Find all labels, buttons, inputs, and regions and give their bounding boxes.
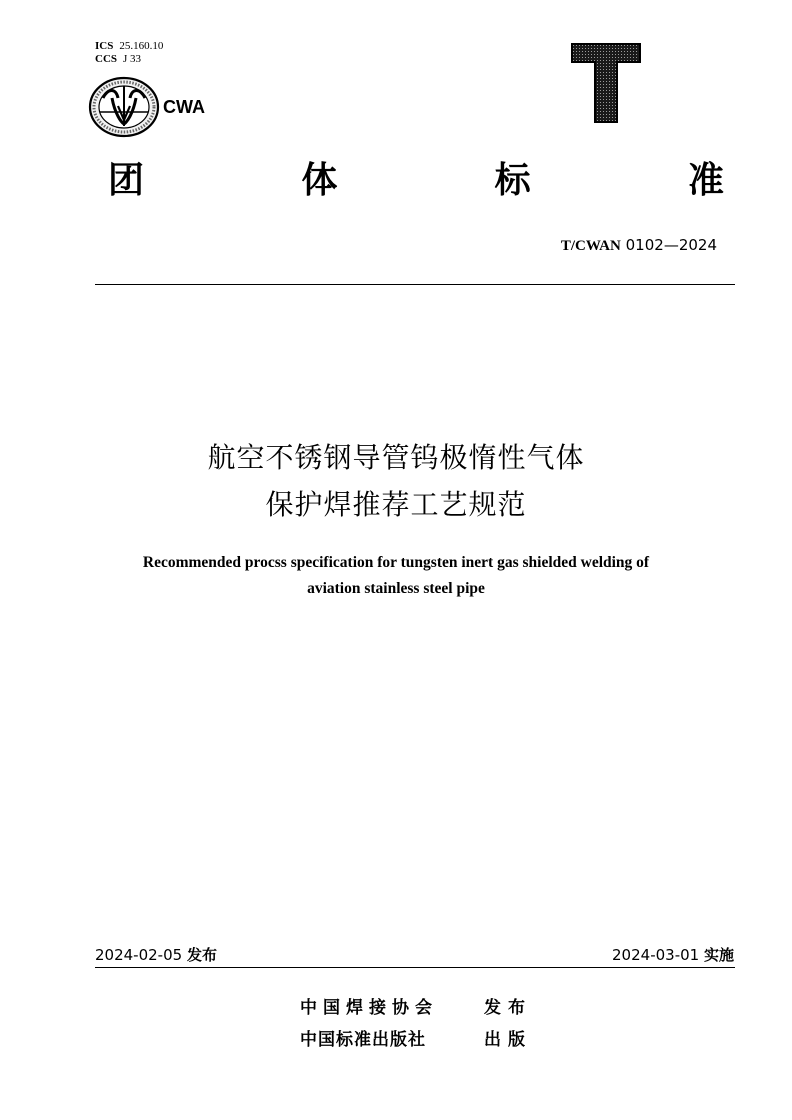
issuer-role: 发布 bbox=[484, 998, 532, 1018]
ccs-label: CCS bbox=[95, 53, 118, 65]
standard-type-char: 准 bbox=[687, 160, 724, 201]
title-cn-line1: 航空不锈钢导管钨极惰性气体 bbox=[207, 441, 585, 474]
standard-number-prefix: T/CWAN bbox=[560, 238, 621, 254]
publish-date-label: 发布 bbox=[186, 946, 217, 964]
title-en-line2: aviation stainless steel pipe bbox=[307, 580, 485, 597]
standard-type-char: 团 bbox=[108, 160, 145, 201]
standard-number-value: 0102—2024 bbox=[625, 236, 717, 254]
publish-date-value: 2024-02-05 bbox=[95, 946, 183, 964]
implement-date-value: 2024-03-01 bbox=[612, 946, 700, 964]
title-cn-line2: 保护焊推荐工艺规范 bbox=[265, 488, 527, 521]
standard-type-heading bbox=[108, 160, 724, 202]
ccs-code bbox=[95, 53, 163, 66]
ics-code bbox=[95, 40, 163, 53]
cwa-seal-logo bbox=[88, 76, 160, 138]
publish-date bbox=[95, 944, 217, 965]
standard-type-char: 标 bbox=[494, 160, 531, 201]
title-en-line1: Recommended procss specification for tungsten inert gas shielded welding of bbox=[142, 554, 650, 571]
ics-label: ICS bbox=[95, 40, 114, 52]
standard-number bbox=[561, 236, 717, 255]
standard-letter-mark bbox=[570, 42, 642, 124]
implement-date-label: 实施 bbox=[703, 946, 734, 964]
ics-value: 25.160.10 bbox=[119, 40, 164, 52]
printer-role: 出版 bbox=[484, 1030, 532, 1050]
ccs-value: J 33 bbox=[123, 53, 142, 65]
printer-name: 中国标准出版社 bbox=[300, 1030, 426, 1050]
footer-divider bbox=[95, 967, 735, 968]
header-divider bbox=[95, 284, 735, 285]
standard-type-char: 体 bbox=[301, 160, 338, 201]
issuer-name: 中国焊接协会 bbox=[300, 998, 438, 1018]
logo-text: CWA bbox=[163, 97, 205, 117]
implement-date bbox=[612, 944, 734, 965]
classification-codes bbox=[95, 40, 163, 66]
